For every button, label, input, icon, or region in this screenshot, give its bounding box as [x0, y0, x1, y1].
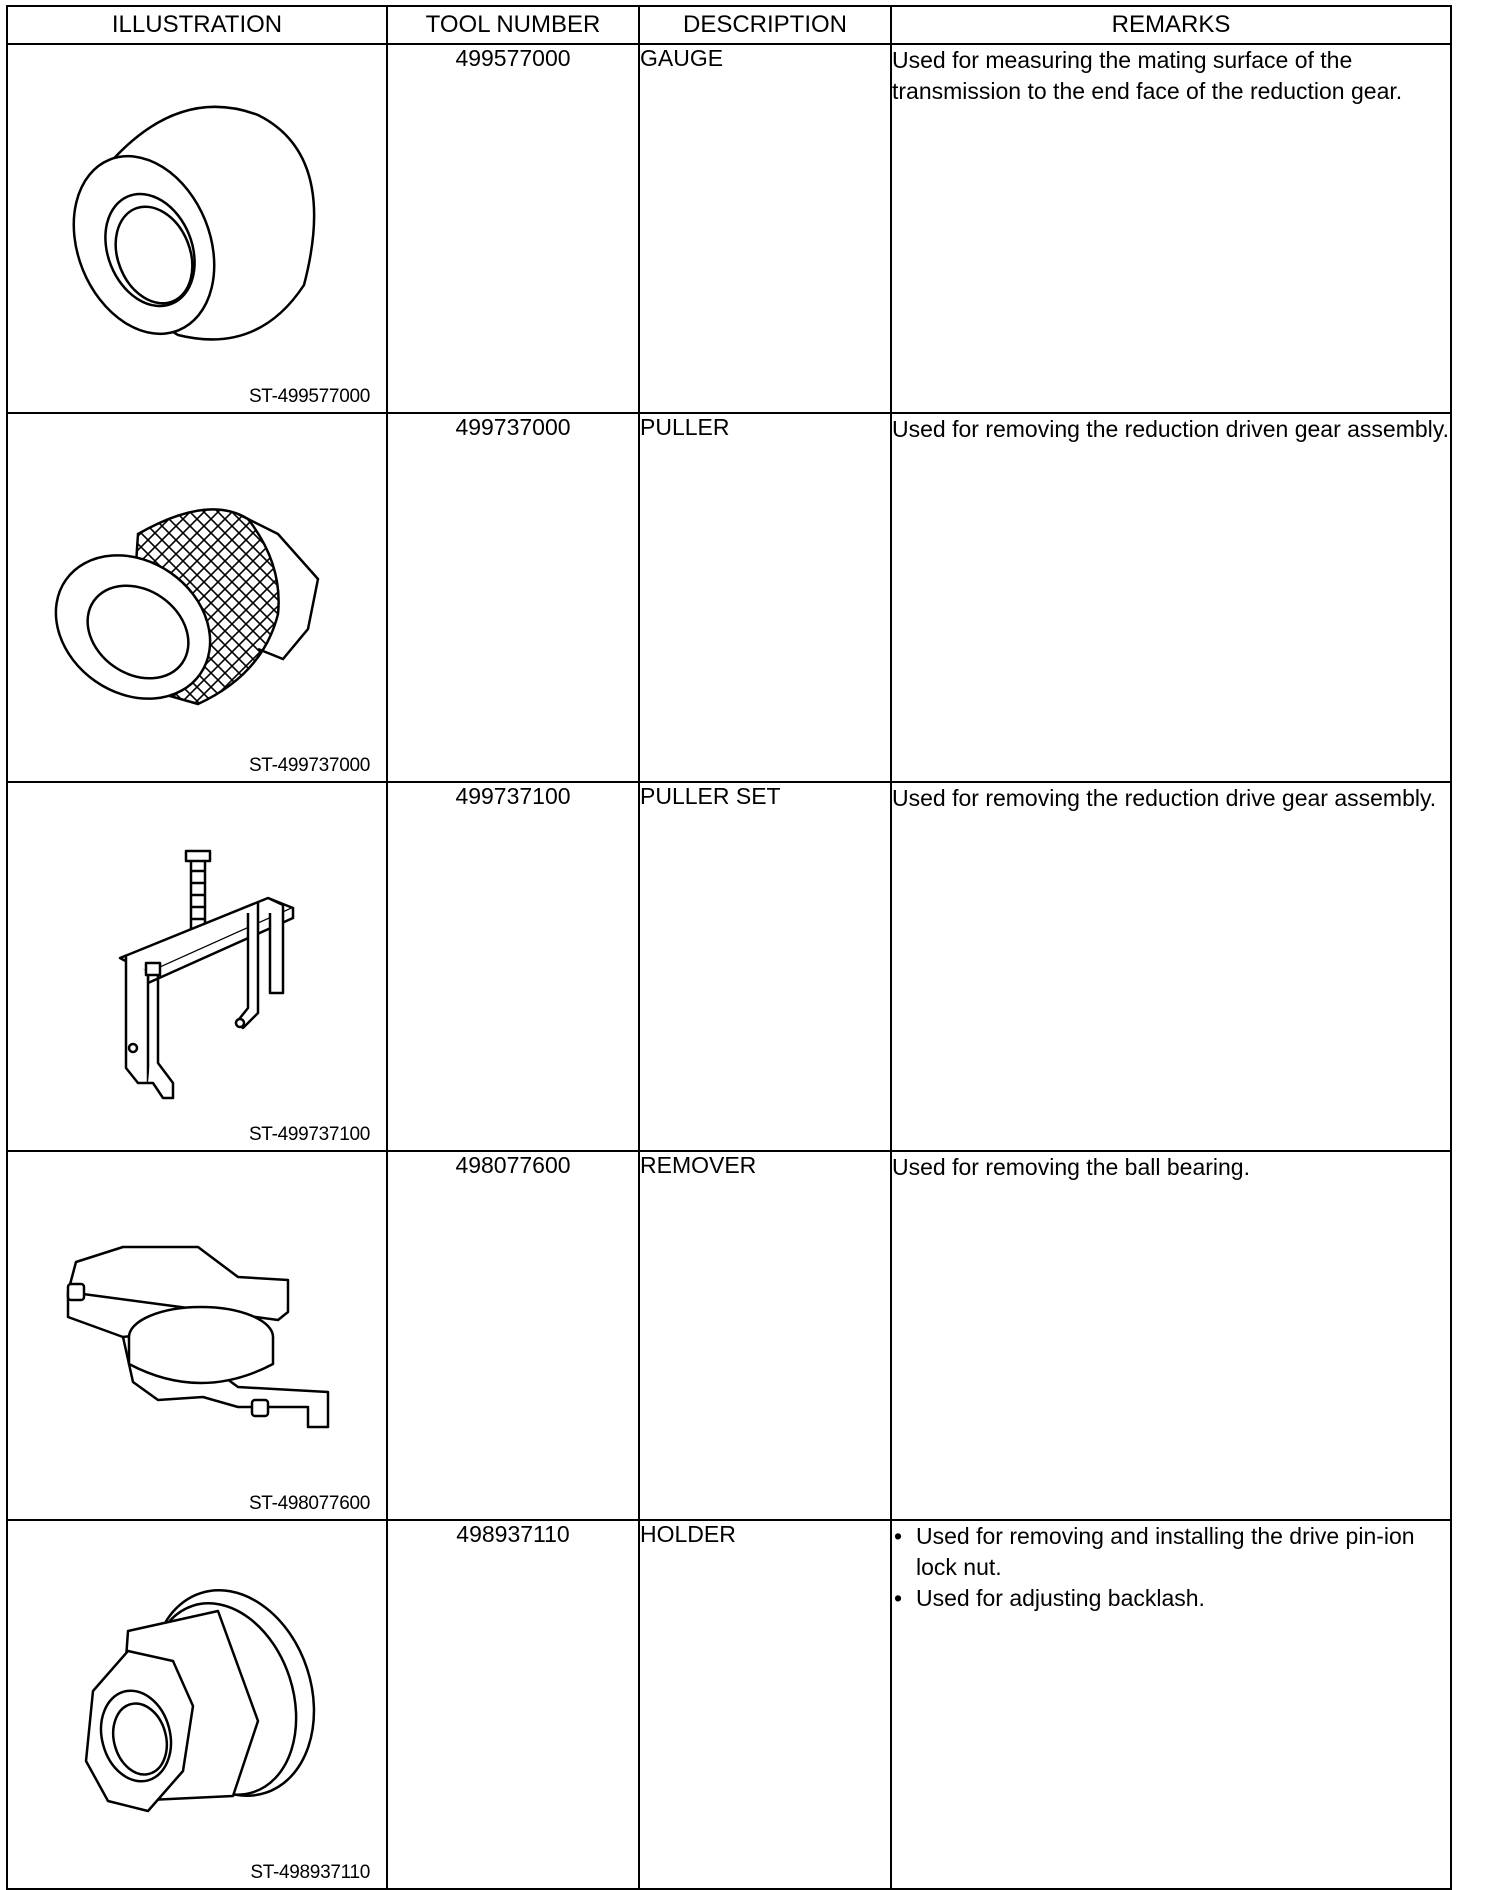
header-illustration: ILLUSTRATION: [7, 6, 387, 44]
illustration-code: ST-499737100: [248, 1124, 370, 1145]
table-row: [7, 413, 1451, 782]
illustration-cell: [7, 413, 387, 782]
remarks-text: Used for removing the reduction driven gear assembly.: [892, 416, 1449, 442]
description-cell: REMOVER: [639, 1151, 891, 1520]
table-row: [7, 782, 1451, 1151]
description-cell: GAUGE: [639, 44, 891, 413]
holder-illustration: [8, 1521, 388, 1890]
table-row: [7, 1520, 1451, 1889]
tool-number-cell: 498937110: [387, 1520, 639, 1889]
tool-number-cell: 499577000: [387, 44, 639, 413]
special-tools-table: [6, 5, 1452, 1890]
remarks-bullet: • Used for adjusting backlash.: [892, 1583, 1450, 1614]
table-row: [7, 1151, 1451, 1520]
remarks-text: Used for measuring the mating surface of the transmission to the end face of the reduction gear.: [892, 47, 1403, 104]
illustration-cell: [7, 44, 387, 413]
illustration-code: ST-498937110: [250, 1862, 370, 1883]
puller-illustration: [8, 414, 388, 783]
illustration-code: ST-499577000: [248, 386, 370, 407]
remarks-cell: [891, 782, 1451, 1151]
remover-illustration: [8, 1152, 388, 1521]
header-description: DESCRIPTION: [639, 6, 891, 44]
remarks-cell: [891, 413, 1451, 782]
gauge-illustration: [8, 45, 388, 414]
description-cell: PULLER: [639, 413, 891, 782]
header-tool-number: TOOL NUMBER: [387, 6, 639, 44]
tool-number-cell: 499737100: [387, 782, 639, 1151]
tool-number-cell: 499737000: [387, 413, 639, 782]
remarks-text: Used for removing the ball bearing.: [892, 1154, 1250, 1180]
header-remarks: REMARKS: [891, 6, 1451, 44]
description-cell: PULLER SET: [639, 782, 891, 1151]
illustration-code: ST-499737000: [248, 755, 370, 776]
table-row: [7, 44, 1451, 413]
illustration-code: ST-498077600: [248, 1493, 370, 1514]
remarks-cell: [891, 1151, 1451, 1520]
illustration-cell: [7, 782, 387, 1151]
remarks-text: Used for removing the reduction drive gear assembly.: [892, 785, 1437, 811]
remarks-cell: [891, 1520, 1451, 1889]
remarks-bullet-list: [892, 1521, 1450, 1614]
remarks-cell: [891, 44, 1451, 413]
description-cell: HOLDER: [639, 1520, 891, 1889]
table-header-row: [7, 6, 1451, 44]
remarks-bullet: • Used for removing and installing the drive pin-ion lock nut.: [892, 1521, 1450, 1583]
illustration-cell: [7, 1151, 387, 1520]
tool-number-cell: 498077600: [387, 1151, 639, 1520]
illustration-cell: [7, 1520, 387, 1889]
puller-set-illustration: [8, 783, 388, 1152]
